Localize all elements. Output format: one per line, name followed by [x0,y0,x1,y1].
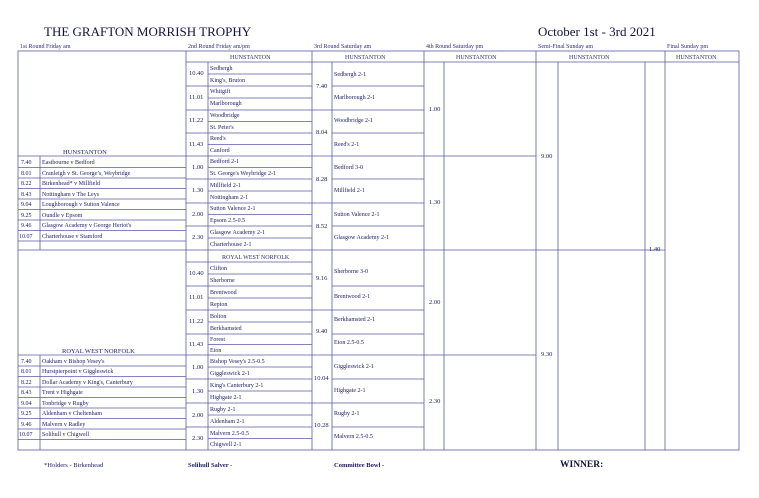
r2-team: St. Peter's [210,124,234,131]
r2-team: Reed's [210,136,226,142]
r3-result: Giggleswick 2-1 [334,364,374,370]
r2-team: St. George's Weybridge 2-1 [210,171,277,177]
r2-time: 2.00 [192,211,204,218]
r3-result: Woodbridge 2-1 [334,118,374,124]
r2-team: Clifton [210,266,228,272]
r3-result: Sedbergh 2-1 [334,72,367,78]
r3-time: 9.16 [316,275,328,282]
venue-hunstanton-sf: HUNSTANTON [569,55,610,61]
r2-team: Sherborne [210,278,235,284]
r1-time: 10.07 [19,432,33,438]
r2-team: Epsom 2.5-0.5 [210,218,246,224]
venue-hunstanton-r3: HUNSTANTON [345,55,386,61]
r2-time: 11.43 [189,341,204,348]
r2-team: Millfield 2-1 [210,182,241,189]
r2-team: Forest [210,337,225,343]
r1-time: 10.07 [19,233,33,240]
r1-time: 8.22 [21,181,32,187]
round-header-1: 1st Round Friday am [20,44,71,50]
r1-time: 9.46 [21,223,32,229]
r2-team: Brentwood [210,290,237,296]
r1-time: 9.46 [21,421,32,428]
r3-time: 10.28 [314,422,329,429]
r2-team: Sedbergh [210,66,233,72]
r3-result: Brentwood 2-1 [334,294,371,300]
r2-time: 11.22 [189,318,204,325]
r1-match: Oundle v Epsom [42,212,83,219]
r1-time: 8.01 [21,369,32,375]
round-header-3: 3rd Round Saturday am [314,44,372,50]
r3-result: Highgate 2-1 [334,388,366,394]
r2-time: 1.30 [192,187,204,194]
r1-match: Eastbourne v Bedford [42,160,95,166]
r1-match: Tonbridge v Rugby [42,400,89,407]
r2-team: Sutton Valence 2-1 [210,206,256,212]
r2-time: 10.40 [189,70,204,77]
r1-match: Solihull v Chigwell [42,432,90,438]
r2-team: King's, Bruton [210,78,246,84]
r4-time: 1.00 [429,106,441,113]
r2-time: 1.00 [192,164,204,171]
r2-time: 11.01 [189,94,204,101]
r1-match: Cranleigh v St. George’s, Weybridge [42,170,131,177]
r1-time: 8.22 [21,379,32,386]
r2-team: Bedford 2-1 [210,159,240,165]
r2-team: Bolton [210,314,227,320]
final-time: 1.40 [649,246,661,253]
sf-time: 9.30 [541,351,553,358]
r4-time: 2.00 [429,299,441,306]
r2-team: Glasgow Academy 2-1 [210,229,265,236]
r3-time: 8.04 [316,129,328,136]
r2-team: Canford [210,148,230,154]
round-header-4: 4th Round Saturday pm [426,44,484,50]
r3-result: Reed's 2-1 [334,142,360,148]
r2-team: Highgate 2-1 [210,395,242,401]
r1-match: Aldenham v Cheltenham [42,411,102,417]
r1-time: 9.04 [21,400,32,407]
r3-result: Sutton Valence 2-1 [334,212,380,218]
r3-result: Sherborne 3-0 [334,269,369,275]
r1-time: 9.04 [21,202,32,208]
committee-bowl-label: Committee Bowl - [334,462,385,469]
r2-team: Charterhouse 2-1 [210,241,252,248]
r2-team: Eton [210,348,222,354]
r2-time: 1.30 [192,388,204,395]
round-header-5: Semi-Final Sunday am [538,44,593,50]
r2-team: Giggleswick 2-1 [210,371,250,377]
r2-team: Aldenham 2-1 [210,419,245,425]
r2-time: 10.40 [189,270,204,277]
r2-team: Woodbridge [210,113,240,119]
r1-time: 8.43 [21,191,32,198]
r3-result: Eton 2.5-0.5 [334,340,364,346]
r2-time: 2.30 [192,234,204,241]
r1-match: Hurstpierpoint v Giggleswick [42,369,114,375]
r3-result: Glasgow Academy 2-1 [334,235,389,241]
r1-match: Dollar Academy v King's, Canterbury [42,379,133,386]
r1-time: 7.40 [21,358,32,365]
r4-time: 1.30 [429,199,441,206]
r2-time: 11.22 [189,117,204,124]
r1-time: 7.40 [21,160,32,166]
round-header-6: Final Sunday pm [667,44,709,50]
section-label-royal-west-norfolk: ROYAL WEST NORFOLK [62,348,135,355]
holders-note: *Holders - Birkenhead [44,462,104,469]
round-header-2: 2nd Round Friday am/pm [188,44,250,50]
r3-time: 7.40 [316,83,328,90]
r1-match: Trent v Highgate [42,390,83,396]
r2-team: Nottingham 2-1 [210,194,249,201]
r3-time: 9.40 [316,328,328,335]
r3-result: Malvern 2.5-0.5 [334,434,373,440]
r2-team: Repton [210,302,228,308]
venue-hunstanton-final: HUNSTANTON [676,55,717,61]
r2-time: 1.00 [192,364,204,371]
section-label-hunstanton: HUNSTANTON [63,149,107,156]
r2-team: King's Canterbury 2-1 [210,383,264,389]
r1-time: 9.25 [21,411,32,417]
r1-match: Malvern v Radley [42,421,86,428]
winner-label: WINNER: [560,460,604,470]
r3-time: 8.52 [316,223,328,230]
r3-result: Rugby 2-1 [334,411,360,417]
r1-match: Charterhouse v Stamford [42,233,103,240]
page-title: THE GRAFTON MORRISH TROPHY [44,24,252,39]
r1-match: Birkenhead* v Millfield [42,181,100,187]
r3-result: Bedford 3-0 [334,165,364,171]
r1-match: Loughborough v Sutton Valence [42,202,120,208]
r1-match: Oakham v Bishop Vesey's [42,358,105,365]
r3-result: Millfield 2-1 [334,188,365,194]
r2-time: 2.30 [192,435,204,442]
venue-rwn-r2: ROYAL WEST NORFOLK [222,255,290,261]
r1-time: 8.43 [21,390,32,396]
r2-time: 2.00 [192,412,204,419]
r2-team: Marlborough [210,101,242,107]
r1-time: 9.25 [21,212,32,219]
r3-time: 10.04 [314,375,329,382]
r2-team: Malvern 2.5-0.5 [210,431,249,437]
solihull-salver-label: Solihull Salver - [188,462,233,469]
sf-time: 9.00 [541,153,553,160]
r2-time: 11.01 [189,294,204,301]
r4-time: 2.30 [429,398,441,405]
r3-result: Marlborough 2-1 [334,95,376,101]
r2-team: Berkhamsted [210,326,242,332]
r1-time: 8.01 [21,170,32,177]
r3-result: Berkhamsted 2-1 [334,317,376,323]
venue-hunstanton-r4: HUNSTANTON [456,55,497,61]
r2-team: Rugby 2-1 [210,407,236,413]
venue-hunstanton-r2: HUNSTANTON [230,55,271,61]
r1-match: Nottingham v The Leys [42,191,100,198]
r2-team: Chigwell 2-1 [210,442,242,448]
event-dates: October 1st - 3rd 2021 [538,24,656,39]
r2-team: Bishop Vesey's 2.5-0.5 [210,359,265,365]
r2-team: Whitgift [210,89,231,95]
r3-time: 8.28 [316,176,328,183]
r2-time: 11.43 [189,141,204,148]
r1-match: Glasgow Academy v George Heriot's [42,223,132,229]
